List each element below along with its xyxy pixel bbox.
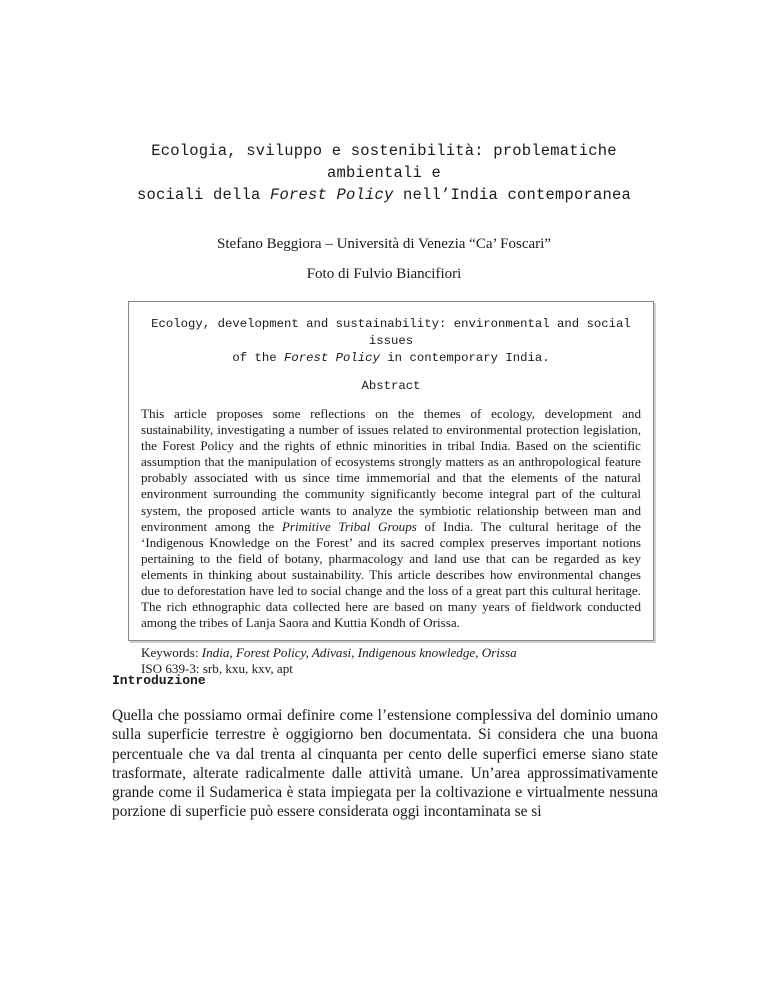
author-line: Stefano Beggiora – Università di Venezia “Ca’ Foscari”	[217, 236, 551, 252]
abstract-english-title	[141, 316, 641, 367]
photo-credit: Foto di Fulvio Biancifiori	[306, 266, 462, 282]
title-line-2-suffix: nell’India contemporanea	[393, 186, 632, 204]
abstract-body-part-1: This article proposes some reflections on the themes of ecology, development and sustainability, investigating a number of issues related to environmental protection legislation, the Forest Policy and the rights of ethnic minorities in tribal India. Based on the scientific assumption that the manipulation of ecosystems strongly matters as an anthropological feature probably associated with us since time immemorial and that the elements of the natural environment surrounding the community significantly become integral part of the cultural system, the proposed article wants to analyze the symbiotic relationship between man and environment among the	[141, 406, 641, 534]
iso-codes: ISO 639-3: srb, kxu, kxv, apt	[141, 661, 293, 677]
abstract-heading: Abstract	[361, 379, 421, 393]
keywords-line	[141, 645, 641, 661]
title-line-2-prefix: sociali della	[136, 186, 270, 204]
abstract-title-line-1: Ecology, development and sustainability: environmental and social issues	[151, 317, 631, 348]
abstract-body	[141, 406, 641, 631]
paper-title	[100, 140, 668, 206]
abstract-body-part-2: of India. The cultural heritage of the ‘Indigenous Knowledge on the Forest’ and its sacred complex preserves important notions pertaining to the field of botany, pharmacology and land use that can be regarded as key elements in thinking about sustainability. This article describes how environmental changes due to deforestation have led to social change and the loss of a great part this cultural heritage. The rich ethnographic data collected here are based on many years of fieldwork conducted among the tribes of Lanja Saora and Kuttia Kondh of Orissa.	[141, 518, 641, 631]
abstract-title-line-2-suffix: in contemporary India.	[379, 351, 550, 365]
keywords-value: India, Forest Policy, Adivasi, Indigenous knowledge, Orissa	[201, 645, 517, 661]
section-heading: Introduzione	[112, 673, 206, 688]
title-line-2-italic: Forest Policy	[269, 186, 394, 204]
abstract-box	[128, 301, 654, 677]
keywords-label: Keywords:	[141, 645, 202, 661]
title-line-1: Ecologia, sviluppo e sostenibilità: problematiche ambientali e	[151, 142, 617, 182]
abstract-title-line-2-italic: Forest Policy	[283, 351, 380, 365]
abstract-body-italic: Primitive Tribal Groups	[281, 518, 417, 534]
section-body-text: Quella che possiamo ormai definire come l’estensione complessiva del dominio umano sulla superficie terrestre è oggigiorno ben documentata. Si considera che una buona percentuale che va dal trenta al cinquanta per cento delle superfici emerse siano state trasformate, alterate radicalmente dalle attività umane. Un’area approssimativamente grande come il Sudamerica è stata impiegata per la coltivazione e virtualmente nessuna porzione di superficie può essere considerata oggi incontaminata se si	[112, 707, 658, 821]
abstract-title-line-2-prefix: of the	[232, 351, 284, 365]
